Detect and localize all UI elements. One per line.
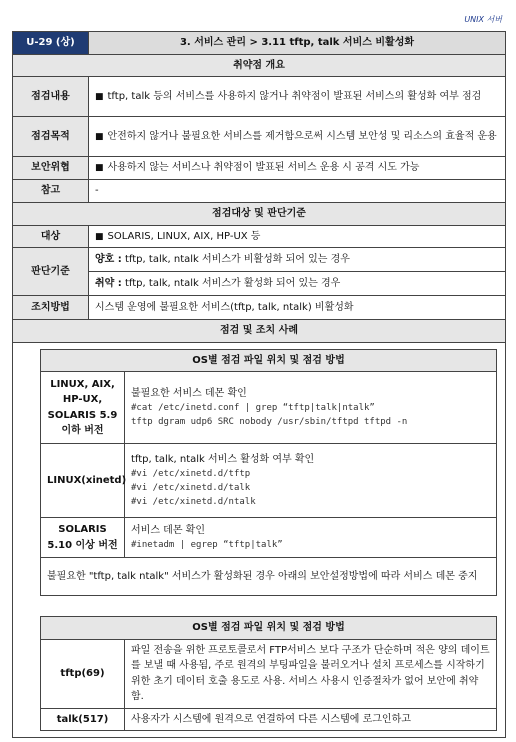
- reference-value: -: [89, 180, 506, 203]
- vulnerability-spec-table: [12, 31, 506, 738]
- service-description-title: OS별 점검 파일 위치 및 점검 방법: [41, 617, 497, 640]
- security-threat-label: 보안위협: [13, 157, 89, 180]
- service-description-table: [40, 616, 497, 731]
- reference-label: 참고: [13, 180, 89, 203]
- check-purpose-label: 점검목적: [13, 117, 89, 157]
- document-category-label: UNIX 서버: [464, 15, 502, 24]
- check-content: ■ tftp, talk 등의 서비스를 사용하지 않거나 취약점이 발표된 서비스의 활성화 여부 점검: [89, 77, 506, 117]
- os-method-xinetd: tftp, talk, ntalk 서비스 활성화 여부 확인 #vi /etc/xinetd.d/tftp #vi /etc/xinetd.d/talk #vi /etc/xinetd.d/ntalk: [125, 444, 497, 518]
- action-label: 조치방법: [13, 296, 89, 320]
- criteria-good: 양호 : tftp, talk, ntalk 서비스가 비활성화 되어 있는 경우: [89, 248, 506, 272]
- item-title: 3. 서비스 관리 > 3.11 tftp, talk 서비스 비활성화: [89, 32, 506, 55]
- os-method-solaris: 서비스 데몬 확인 #inetadm | egrep “tftp|talk”: [125, 518, 497, 558]
- service-name-talk: talk(517): [41, 708, 125, 731]
- check-purpose: ■ 안전하지 않거나 불필요한 서비스를 제거함으로써 시스템 보안성 및 리소스의 효율적 운용: [89, 117, 506, 157]
- os-label-legacy: LINUX, AIX, HP-UX, SOLARIS 5.9 이하 버전: [41, 372, 125, 444]
- check-content-label: 점검내용: [13, 77, 89, 117]
- cases-heading: 점검 및 조치 사례: [13, 320, 506, 343]
- target-label: 대상: [13, 225, 89, 248]
- check-method-title: OS별 점검 파일 위치 및 점검 방법: [41, 349, 497, 372]
- check-method-note: 불필요한 "tftp, talk ntalk" 서비스가 활성화된 경우 아래의 보안설정방법에 따라 서비스 데몬 중지: [41, 558, 497, 596]
- cases-body: [13, 342, 506, 738]
- item-code: U-29 (상): [13, 32, 89, 55]
- os-method-legacy: 불필요한 서비스 데몬 확인 #cat /etc/inetd.conf | grep “tftp|talk|ntalk” tftp dgram udp6 SRC nobody /usr/sbin/tftpd tftpd -n: [125, 372, 497, 444]
- service-name-tftp: tftp(69): [41, 639, 125, 708]
- target-heading: 점검대상 및 판단기준: [13, 203, 506, 226]
- criteria-vulnerable: 취약 : tftp, talk, ntalk 서비스가 활성화 되어 있는 경우: [89, 272, 506, 296]
- service-desc-talk: 사용자가 시스템에 원격으로 연결하여 다른 시스템에 로그인하고: [125, 708, 497, 731]
- os-label-solaris: SOLARIS 5.10 이상 버전: [41, 518, 125, 558]
- target-systems: ■ SOLARIS, LINUX, AIX, HP-UX 등: [89, 225, 506, 248]
- overview-heading: 취약점 개요: [13, 54, 506, 77]
- os-label-xinetd: LINUX(xinetd): [41, 444, 125, 518]
- action-method: 시스템 운영에 불필요한 서비스(tftp, talk, ntalk) 비활성화: [89, 296, 506, 320]
- security-threat: ■ 사용하지 않는 서비스나 취약점이 발표된 서비스 운용 시 공격 시도 가능: [89, 157, 506, 180]
- check-method-table: [40, 349, 497, 597]
- criteria-label: 판단기준: [13, 248, 89, 296]
- service-desc-tftp: 파일 전송을 위한 프로토콜로서 FTP서비스 보다 구조가 단순하며 적은 양의 데이트를 보낼 때 사용됨, 주로 원격의 부팅파일을 불러오거나 설치 프로세스를 시작하기 위한 초기 데이터 호출 용도로 사용. 서비스 사용시 인증절차가 없어 보안에 취약함.: [125, 639, 497, 708]
